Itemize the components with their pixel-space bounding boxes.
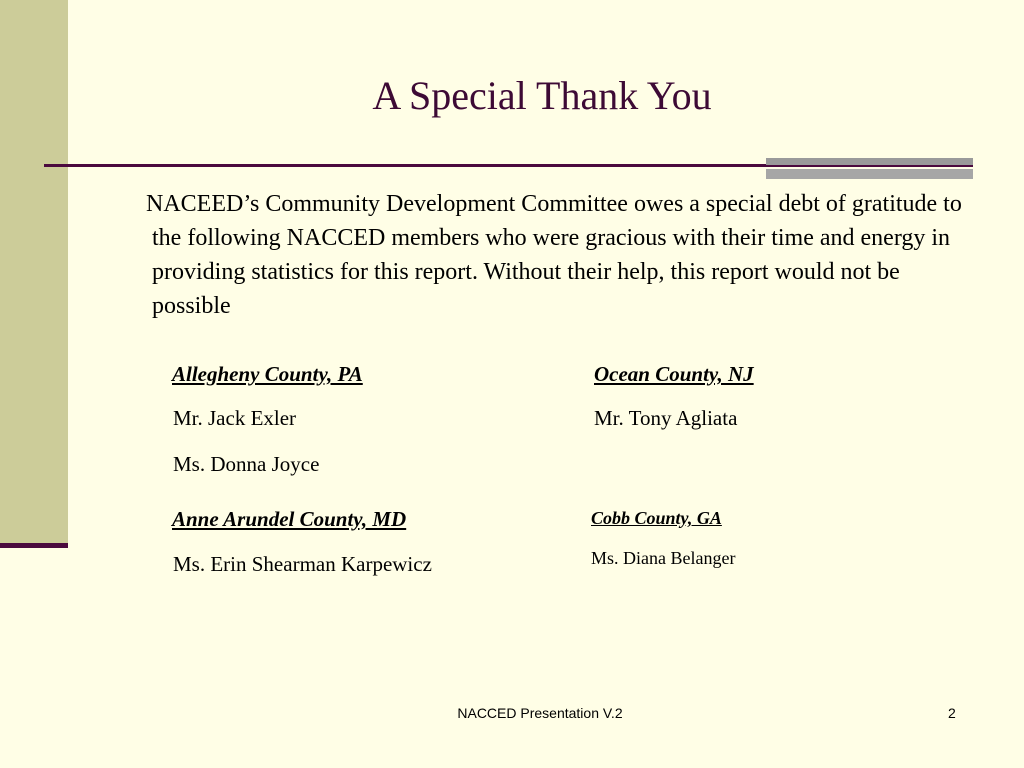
slide-title: A Special Thank You xyxy=(372,73,712,118)
county-heading-allegheny: Allegheny County, PA xyxy=(172,362,363,386)
person-name: Ms. Diana Belanger xyxy=(591,548,736,568)
county-heading-ocean: Ocean County, NJ xyxy=(594,362,754,386)
intro-paragraph: NACEED’s Community Development Committee owes a special debt of gratitude to the following NACCED members who were gracious with their time and energy in providing statistics for this report. Without their help, this report would not be possible xyxy=(146,191,962,319)
divider-accent-block xyxy=(766,158,973,165)
page-number: 2 xyxy=(948,705,956,721)
person-name: Mr. Tony Agliata xyxy=(594,406,738,430)
person-name: Mr. Jack Exler xyxy=(173,406,297,430)
person-name: Ms. Erin Shearman Karpewicz xyxy=(173,552,432,576)
slide-footer: NACCED Presentation V.2 xyxy=(457,705,623,721)
divider-accent-block-lower xyxy=(766,169,973,179)
county-heading-anne-arundel: Anne Arundel County, MD xyxy=(172,507,407,531)
county-heading-cobb: Cobb County, GA xyxy=(591,508,722,528)
left-decorative-band xyxy=(0,0,68,545)
left-accent-bar xyxy=(0,543,68,548)
person-name: Ms. Donna Joyce xyxy=(173,452,320,476)
